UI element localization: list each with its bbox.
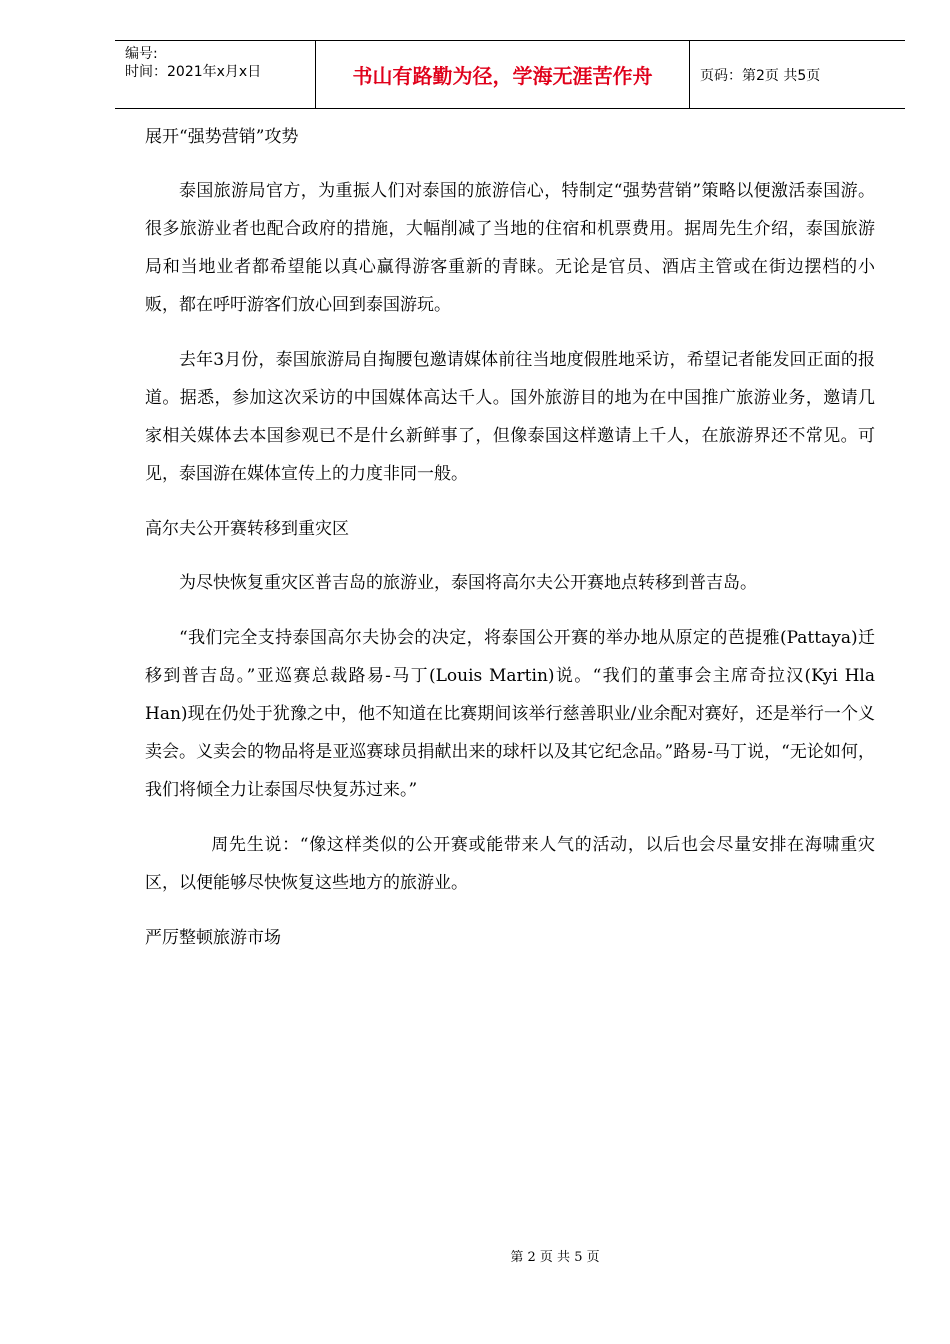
paragraph-4: “我们完全支持泰国高尔夫协会的决定，将泰国公开赛的举办地从原定的芭提雅(Pattaya)迁移到普吉岛。”亚巡赛总裁路易-马丁(Louis Martin)说。“我们的董事会主席奇拉汉(Kyi Hla Han)现在仍处于犹豫之中，他不知道在比赛期间该举行慈善职业/业余配对赛好，还是举行一个义卖会。义卖会的物品将是亚巡赛球员捐献出来的球杆以及其它纪念品。”路易-马丁说，“无论如何，我们将倾全力让泰国尽快复苏过来。”	[145, 628, 875, 800]
header-motto: 书山有路勤为径，学海无涯苦作舟	[352, 64, 653, 88]
page-header	[115, 40, 905, 109]
header-motto-cell	[316, 41, 690, 108]
header-page-cell	[690, 41, 905, 108]
page-footer: 第 2 页 共 5 页	[510, 1250, 600, 1265]
paragraph-3: 为尽快恢复重灾区普吉岛的旅游业，泰国将高尔夫公开赛地点转移到普吉岛。	[179, 573, 757, 593]
paragraph-1: 泰国旅游局官方，为重振人们对泰国的旅游信心，特制定“强势营销”策略以便激活泰国游。很多旅游业者也配合政府的措施，大幅削减了当地的住宿和机票费用。据周先生介绍，泰国旅游局和当地业者都希望能以真心赢得游客重新的青睐。无论是官员、酒店主管或在街边摆档的小贩，都在呼吁游客们放心回到泰国游玩。	[145, 181, 875, 315]
section-heading-market: 严厉整顿旅游市场	[145, 928, 281, 948]
header-meta-cell	[115, 41, 316, 108]
section-heading-golf: 高尔夫公开赛转移到重灾区	[145, 519, 349, 539]
serial-number-label: 编号:	[125, 46, 158, 62]
document-body	[145, 118, 875, 957]
paragraph-2: 去年3月份，泰国旅游局自掏腰包邀请媒体前往当地度假胜地采访，希望记者能发回正面的报道。据悉，参加这次采访的中国媒体高达千人。国外旅游目的地为在中国推广旅游业务，邀请几家相关媒体去本国参观已不是什幺新鲜事了，但像泰国这样邀请上千人，在旅游界还不常见。可见，泰国游在媒体宣传上的力度非同一般。	[145, 350, 875, 484]
time-label: 时间：2021年x月x日	[125, 64, 262, 80]
paragraph-5: 周先生说：“像这样类似的公开赛或能带来人气的活动，以后也会尽量安排在海啸重灾区，以便能够尽快恢复这些地方的旅游业。	[145, 835, 875, 893]
section-heading-marketing: 展开“强势营销”攻势	[145, 127, 299, 147]
header-page-info: 页码：第2页 共5页	[700, 67, 821, 84]
